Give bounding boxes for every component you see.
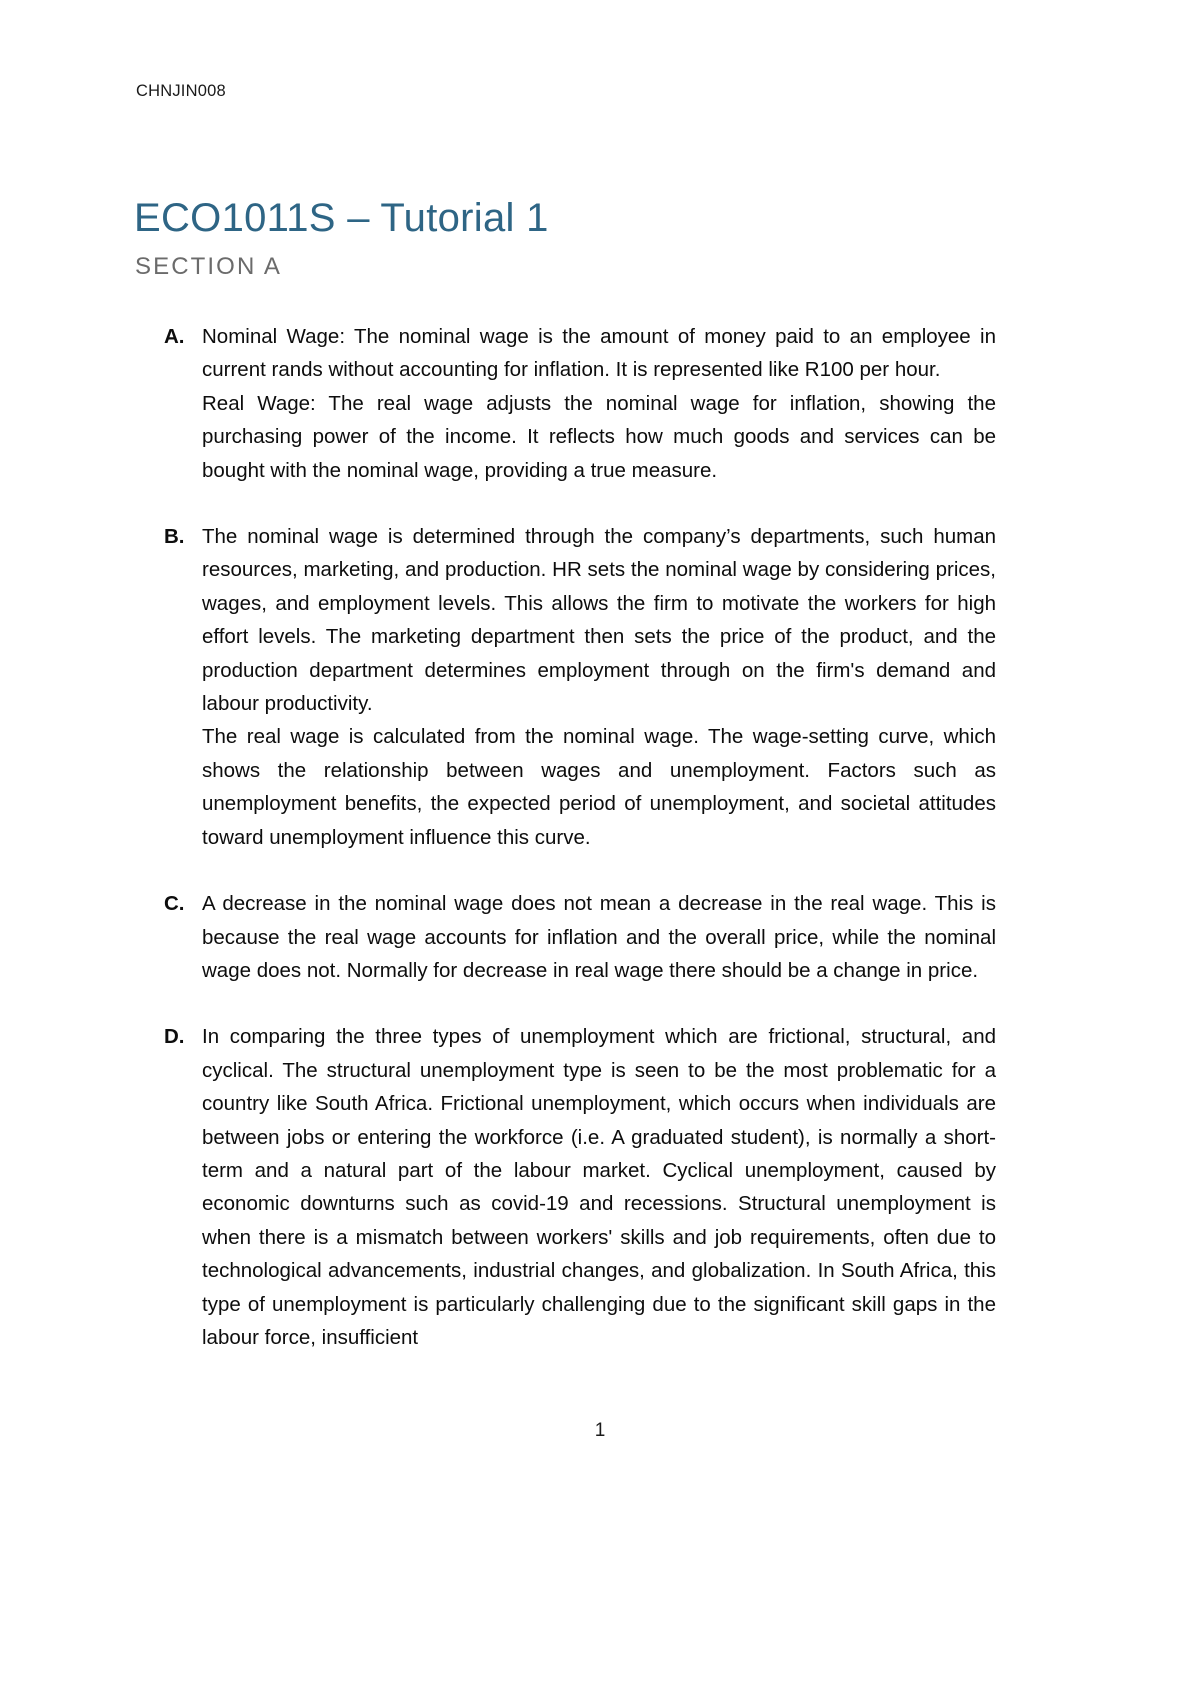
list-item-paragraph: The real wage is calculated from the nominal wage. The wage-setting curve, which shows the relationship between wages and unemployment. Factors such as unemployment benefits, the expected period of unemployment, and societal attitudes toward unemployment influence this curve. bbox=[202, 725, 996, 849]
list-item-marker: B. bbox=[164, 525, 185, 549]
list-item-paragraph: Real Wage: The real wage adjusts the nominal wage for inflation, showing the purchasing power of the income. It reflects how much goods and services can be bought with the nominal wage, providing a true measure. bbox=[202, 391, 996, 482]
answer-list bbox=[136, 320, 996, 1387]
list-item bbox=[136, 887, 996, 987]
page-title: ECO1011S – Tutorial 1 bbox=[134, 195, 549, 240]
list-item-marker: A. bbox=[164, 325, 185, 348]
list-item-marker: C. bbox=[164, 892, 185, 916]
section-heading: SECTION A bbox=[135, 252, 282, 280]
running-head: CHNJIN008 bbox=[136, 82, 226, 100]
list-item-paragraph: The nominal wage is determined through the company’s departments, such human resources, marketing, and production. HR sets the nominal wage by considering prices, wages, and employment levels. This allows the firm to motivate the workers for high effort levels. The marketing department then sets the price of the product, and the production department determines employment through on the firm's demand and labour productivity. bbox=[202, 525, 996, 716]
list-item-paragraph: A decrease in the nominal wage does not mean a decrease in the real wage. This is because the real wage accounts for inflation and the overall price, while the nominal wage does not. Normally for decrease in real wage there should be a change in price. bbox=[202, 892, 996, 982]
list-item bbox=[136, 520, 996, 854]
list-item-paragraph: In comparing the three types of unemployment which are frictional, structural, and cyclical. The structural unemployment type is seen to be the most problematic for a country like South Africa. Frictional unemployment, which occurs when individuals are between jobs or entering the workforce (i.e. A graduated student), is normally a short-term and a natural part of the labour market. Cyclical unemployment, caused by economic downturns such as covid-19 and recessions. Structural unemployment is when there is a mismatch between workers' skills and job requirements, often due to technological advancements, industrial changes, and globalization. In South Africa, this type of unemployment is particularly challenging due to the significant skill gaps in the labour force, insufficient bbox=[202, 1025, 996, 1349]
list-item bbox=[136, 1020, 996, 1354]
list-item-marker: D. bbox=[164, 1025, 185, 1049]
list-item-paragraph: Nominal Wage: The nominal wage is the amount of money paid to an employee in current rands without accounting for inflation. It is represented like R100 per hour. bbox=[202, 325, 996, 382]
list-item bbox=[136, 320, 996, 487]
page-number: 1 bbox=[594, 1420, 606, 1441]
